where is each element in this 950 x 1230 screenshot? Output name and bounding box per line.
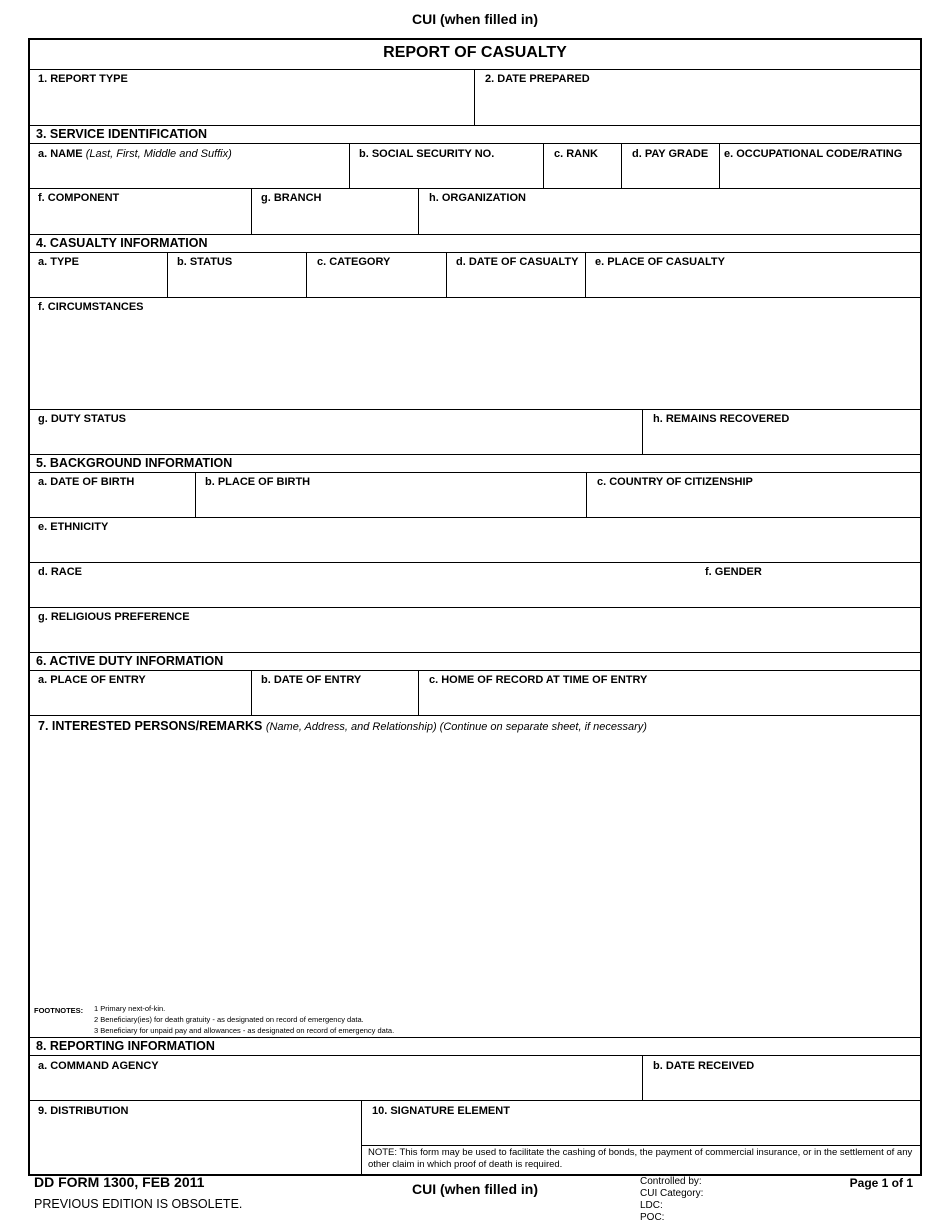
section-background-information: 5. BACKGROUND INFORMATION [36,456,233,470]
name-label-text: a. NAME [38,148,83,160]
component-field[interactable] [31,207,250,233]
name-label [38,148,232,160]
signature-element-field[interactable] [362,1119,919,1144]
religious-preference-label: g. RELIGIOUS PREFERENCE [38,611,190,623]
date-prepared-field[interactable] [476,88,919,124]
race-label: d. RACE [38,566,82,578]
ssn-field[interactable] [350,162,542,187]
place-of-birth-field[interactable] [196,491,585,516]
footnote-3: 3 Beneficiary for unpaid pay and allowances - as designated on record of emergency data. [94,1026,395,1035]
date-prepared-label: 2. DATE PREPARED [485,73,590,85]
branch-field[interactable] [252,207,417,233]
gender-label: f. GENDER [705,566,762,578]
date-received-label: b. DATE RECEIVED [653,1060,755,1072]
home-of-record-label: c. HOME OF RECORD AT TIME OF ENTRY [429,674,648,686]
circumstances-field[interactable] [31,316,919,408]
cui-marking-bottom: CUI (when filled in) [412,1181,538,1197]
rank-label: c. RANK [554,148,599,160]
footnotes-label: FOOTNOTES: [34,1006,84,1015]
organization-label: h. ORGANIZATION [429,192,526,204]
place-of-entry-label: a. PLACE OF ENTRY [38,674,146,686]
duty-status-label: g. DUTY STATUS [38,413,126,425]
place-of-casualty-label: e. PLACE OF CASUALTY [595,256,725,268]
casualty-type-label: a. TYPE [38,256,79,268]
footnote-1: 1 Primary next-of-kin. [94,1004,166,1013]
casualty-status-label: b. STATUS [177,256,233,268]
casualty-category-field[interactable] [307,271,445,296]
date-of-entry-label: b. DATE OF ENTRY [261,674,362,686]
citizenship-label: c. COUNTRY OF CITIZENSHIP [597,476,753,488]
section-service-identification: 3. SERVICE IDENTIFICATION [36,127,208,141]
duty-status-field[interactable] [31,428,641,453]
date-of-casualty-label: d. DATE OF CASUALTY [456,256,579,268]
gender-field[interactable] [700,581,919,606]
casualty-type-field[interactable] [31,271,166,296]
obsolete-notice: PREVIOUS EDITION IS OBSOLETE. [34,1197,243,1211]
proof-of-death-note: NOTE: This form may be used to facilitate the cashing of bonds, the payment of commercial insurance, or in the settlement of any other claim in which proof of death is required. [368,1147,913,1170]
date-received-field[interactable] [643,1074,919,1099]
controlled-by: Controlled by: [640,1176,702,1187]
report-type-label: 1. REPORT TYPE [38,73,128,85]
date-of-entry-field[interactable] [252,689,417,714]
component-label: f. COMPONENT [38,192,120,204]
date-of-casualty-field[interactable] [447,271,584,296]
command-agency-field[interactable] [31,1074,641,1099]
ethnicity-field[interactable] [31,536,919,561]
distribution-label: 9. DISTRIBUTION [38,1105,129,1117]
section-interested-persons [38,719,647,733]
branch-label: g. BRANCH [261,192,322,204]
remains-recovered-label: h. REMAINS RECOVERED [653,413,790,425]
occupational-code-field[interactable] [720,162,919,187]
place-of-birth-label: b. PLACE OF BIRTH [205,476,311,488]
page-number: Page 1 of 1 [849,1176,913,1190]
name-hint: (Last, First, Middle and Suffix) [85,148,232,160]
ssn-label: b. SOCIAL SECURITY NO. [359,148,495,160]
casualty-category-label: c. CATEGORY [317,256,391,268]
pay-grade-field[interactable] [622,162,718,187]
pay-grade-label: d. PAY GRADE [632,148,709,160]
home-of-record-field[interactable] [419,689,919,714]
form-identifier: DD FORM 1300, FEB 2011 [34,1174,205,1190]
poc: POC: [640,1212,665,1223]
date-of-birth-field[interactable] [31,491,194,516]
interested-persons-hint: (Name, Address, and Relationship) (Continue on separate sheet, if necessary) [265,721,647,733]
interested-persons-title: 7. INTERESTED PERSONS/REMARKS [38,719,263,733]
section-reporting-information: 8. REPORTING INFORMATION [36,1039,215,1053]
footnote-2: 2 Beneficiary(ies) for death gratuity - as designated on record of emergency data. [94,1015,364,1024]
place-of-entry-field[interactable] [31,689,250,714]
circumstances-label: f. CIRCUMSTANCES [38,301,144,313]
ldc: LDC: [640,1200,663,1211]
report-type-field[interactable] [31,88,473,124]
distribution-field[interactable] [31,1119,360,1173]
race-field[interactable] [31,581,691,606]
section-active-duty-information: 6. ACTIVE DUTY INFORMATION [36,654,224,668]
name-field[interactable] [31,162,348,187]
casualty-status-field[interactable] [168,271,305,296]
occupational-code-label: e. OCCUPATIONAL CODE/RATING [724,148,903,160]
place-of-casualty-field[interactable] [586,271,919,296]
cui-marking-top: CUI (when filled in) [412,11,538,27]
interested-persons-field[interactable] [31,736,919,998]
religious-preference-field[interactable] [31,626,919,651]
form-title: REPORT OF CASUALTY [383,44,567,61]
section-casualty-information: 4. CASUALTY INFORMATION [36,236,208,250]
date-of-birth-label: a. DATE OF BIRTH [38,476,135,488]
command-agency-label: a. COMMAND AGENCY [38,1060,159,1072]
organization-field[interactable] [419,207,919,233]
signature-element-label: 10. SIGNATURE ELEMENT [372,1105,510,1117]
cui-category: CUI Category: [640,1188,704,1199]
citizenship-field[interactable] [587,491,919,516]
remains-recovered-field[interactable] [643,428,919,453]
rank-field[interactable] [544,162,620,187]
ethnicity-label: e. ETHNICITY [38,521,109,533]
